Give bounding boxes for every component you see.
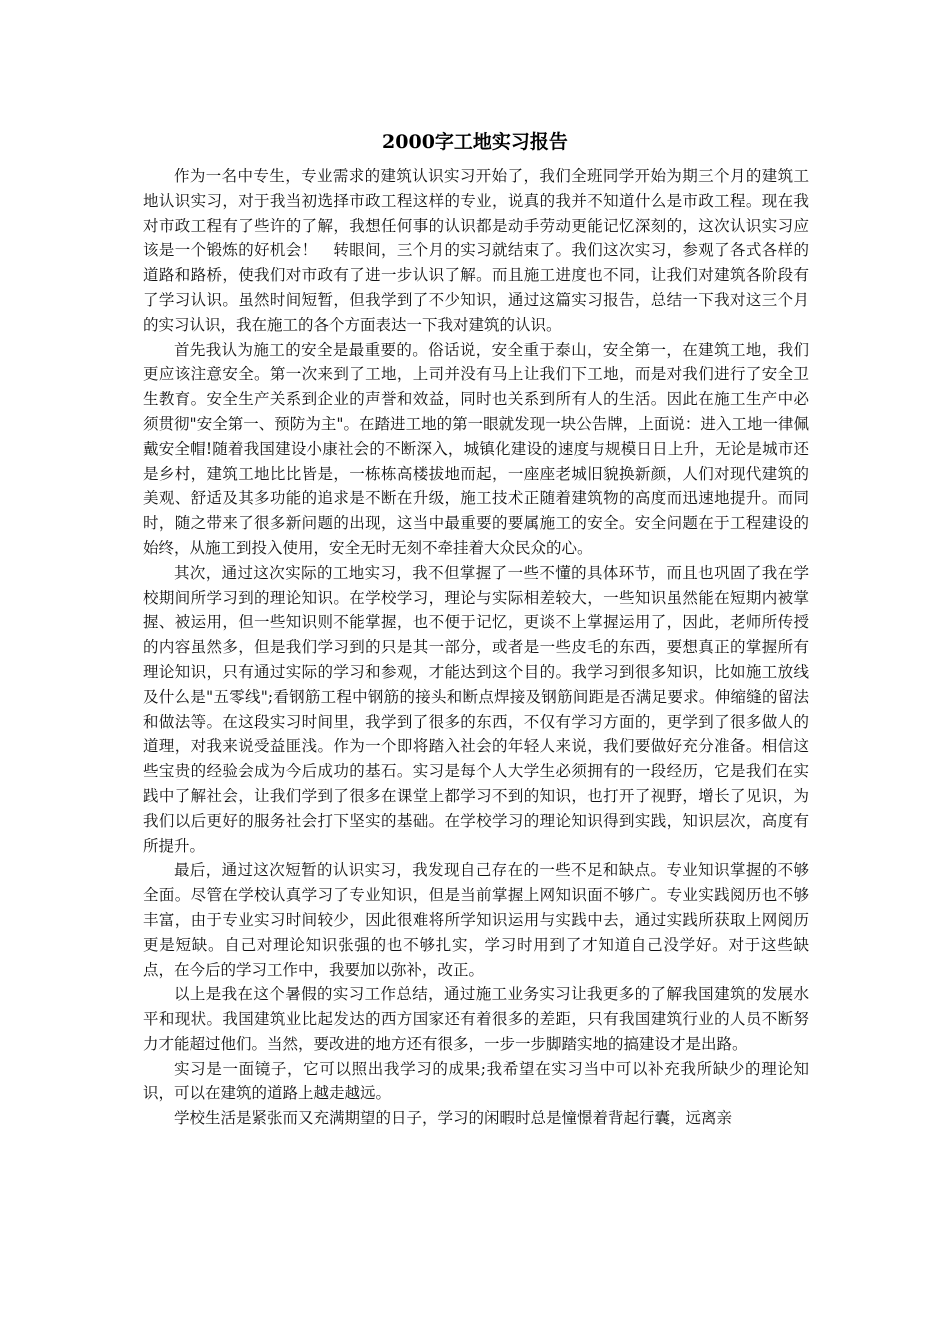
document-title: 2000字工地实习报告 <box>382 131 568 153</box>
paragraph-shortcomings: 最后，通过这次短暂的认识实习，我发现自己存在的一些不足和缺点。专业知识掌握的不够全面。尽管在学校认真学习了专业知识，但是当前掌握上网知识面不够广。专业实践阅历也不够丰富，由于专业实习时间较少，因此很难将所学知识运用与实践中去，通过实践所获取上网阅历更是短缺。自己对理论知识张强的也不够扎实，学习时用到了才知道自己没学好。对于这些缺点，在今后的学习工作中，我要加以弥补，改正。 <box>143 861 809 979</box>
document-body <box>143 164 809 1131</box>
paragraph-intro: 作为一名中专生，专业需求的建筑认识实习开始了，我们全班同学开始为期三个月的建筑工地认识实习，对于我当初选择市政工程这样的专业，说真的我并不知道什么是市政工程。现在我对市政工程有了些许的了解，我想任何事的认识都是动手劳动更能记忆深刻的，这次认识实习应该是一个锻炼的好机会！ 转眼间，三个月的实习就结束了。我们这次实习，参观了各式各样的道路和路桥，使我们对市政有了进一步认识了解。而且施工进度也不同，让我们对建筑各阶段有了学习认识。虽然时间短暂，但我学到了不少知识，通过这篇实习报告，总结一下我对这三个月的实习认识，我在施工的各个方面表达一下我对建筑的认识。 <box>143 167 809 334</box>
paragraph-safety: 首先我认为施工的安全是最重要的。俗话说，安全重于泰山，安全第一，在建筑工地，我们更应该注意安全。第一次来到了工地，上司并没有马上让我们下工地，而是对我们进行了安全卫生教育。安全生产关系到企业的声誉和效益，同时也关系到所有人的生活。因此在施工生产中必须贯彻"安全第一、预防为主"。在踏进工地的第一眼就发现一块公告牌，上面说：进入工地一律佩戴安全帽!随着我国建设小康社会的不断深入，城镇化建设的速度与规模日日上升，无论是城市还是乡村，建筑工地比比皆是，一栋栋高楼拔地而起，一座座老城旧貌换新颜，人们对现代建筑的美观、舒适及其多功能的追求是不断在升级，施工技术正随着建筑物的高度而迅速地提升。而同时，随之带来了很多新问题的出现，这当中最重要的要属施工的安全。安全问题在于工程建设的始终，从施工到投入使用，安全无时无刻不牵挂着大众民众的心。 <box>143 340 809 557</box>
paragraph-school-life: 学校生活是紧张而又充满期望的日子，学习的闲暇时总是憧憬着背起行囊，远离亲 <box>174 1109 733 1128</box>
paragraph-summary: 以上是我在这个暑假的实习工作总结，通过施工业务实习让我更多的了解我国建筑的发展水平和现状。我国建筑业比起发达的西方国家还有着很多的差距，只有我国建筑行业的人员不断努力才能超过他们。当然，要改进的地方还有很多，一步一步脚踏实地的搞建设才是出路。 <box>143 985 809 1053</box>
paragraph-mirror: 实习是一面镜子，它可以照出我学习的成果;我希望在实习当中可以补充我所缺少的理论知识，可以在建筑的道路上越走越远。 <box>143 1059 809 1103</box>
paragraph-knowledge: 其次，通过这次实际的工地实习，我不但掌握了一些不懂的具体环节，而且也巩固了我在学校期间所学习到的理论知识。在学校学习，理论与实际相差较大，一些知识虽然能在短期内被掌握、被运用，但一些知识则不能掌握，也不便于记忆，更谈不上掌握运用了，因此，老师所传授的内容虽然多，但是我们学习到的只是其一部分，或者是一些皮毛的东西，要想真正的掌握所有理论知识，只有通过实际的学习和参观，才能达到这个目的。我学习到很多知识，比如施工放线及什么是"五零线";看钢筋工程中钢筋的接头和断点焊接及钢筋间距是否满足要求。伸缩缝的留法和做法等。在这段实习时间里，我学到了很多的东西，不仅有学习方面的，更学到了很多做人的道理，对我来说受益匪浅。作为一个即将踏入社会的年轻人来说，我们要做好充分准备。相信这些宝贵的经验会成为今后成功的基石。实习是每个人大学生必须拥有的一段经历，它是我们在实践中了解社会，让我们学到了很多在课堂上都学习不到的知识，也打开了视野，增长了见识，为我们以后更好的服务社会打下坚实的基础。在学校学习的理论知识得到实践，知识层次，高度有所提升。 <box>143 563 809 855</box>
